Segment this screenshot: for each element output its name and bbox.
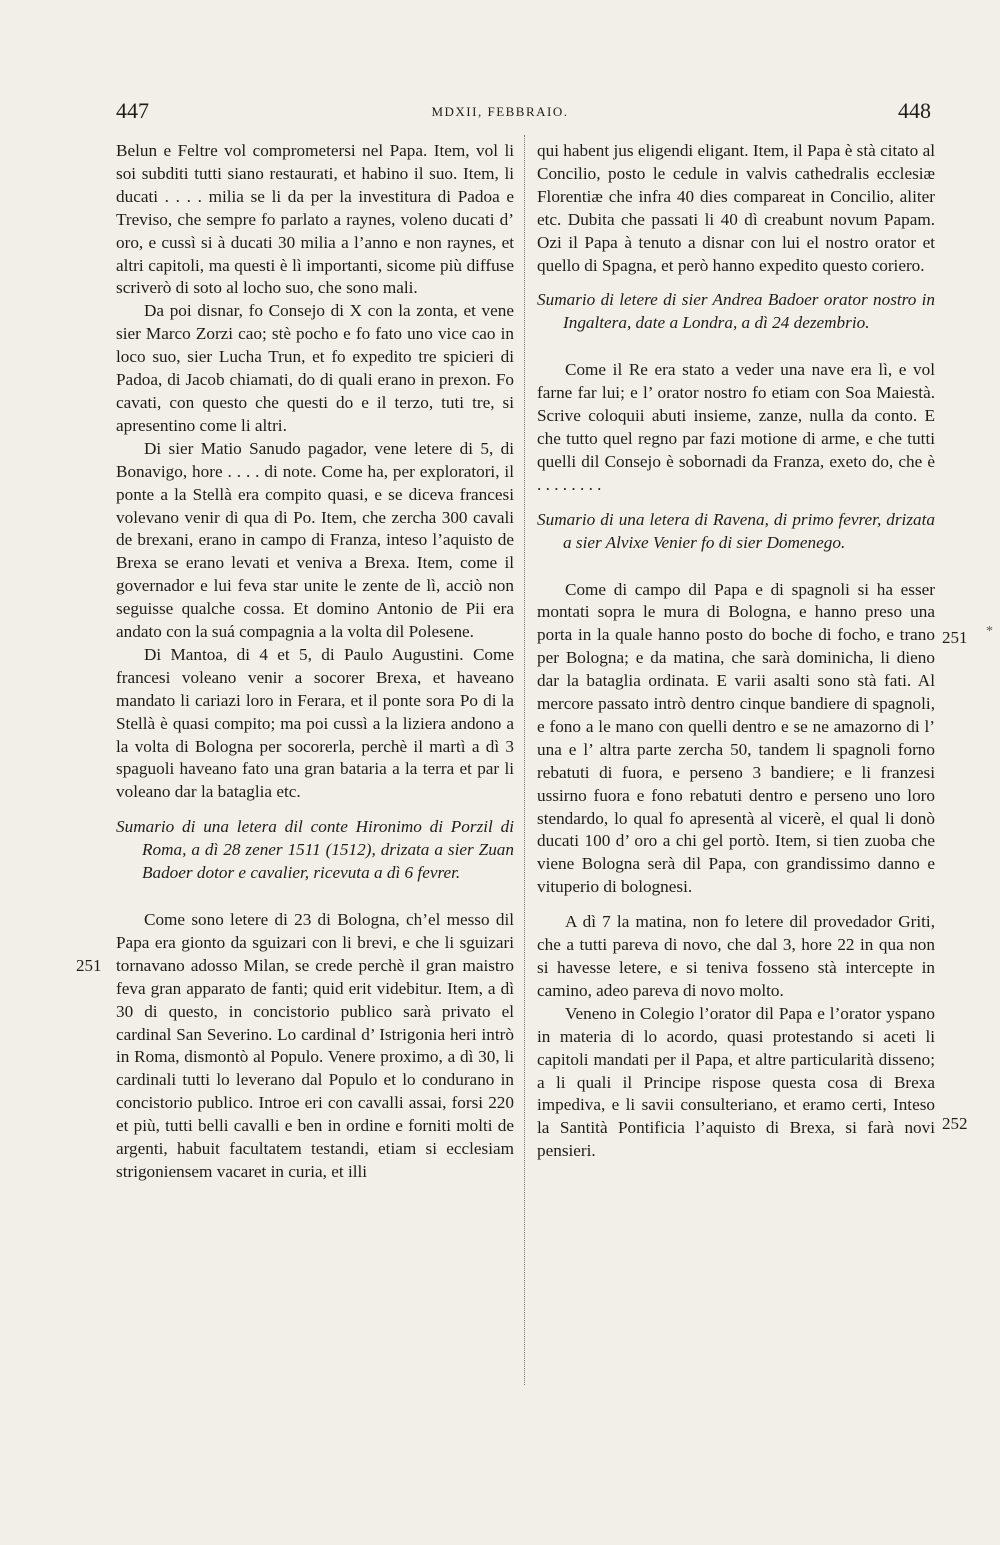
paragraph: Di Mantoa, di 4 et 5, di Paulo Augustini. Come francesi voleano venir a socorer Brexa, et haveano mandato li cariazi loro in Ferara, et il ponte sora Po di la Stellà è quasi compito; ma poi cussì a la liziera andono a la volta di Bologna per socorerla, perchè il martì a dì 3 spaguoli haveano fato una gran bataria a la terra et par li voleano dar la bataglia etc. — [116, 644, 514, 802]
margin-mark: * — [986, 624, 993, 639]
page-number-right: 448 — [898, 98, 931, 123]
page-number-left: 447 — [116, 98, 149, 123]
paragraph: Da poi disnar, fo Consejo di X con la zonta, et vene sier Marco Zorzi cao; stè pocho e fo fato uno vice cao in loco suo, sier Lucha Trun, et fo expedito tre spicieri di Padoa, di Jacob chiamati, do di quali erano in prexon. Fo cavati, con questo che questi do e il terzo, tuti tre, si apresentino come li altri. — [116, 301, 514, 435]
paragraph: Come sono letere di 23 di Bologna, ch’el messo dil Papa era gionto da sguizari con li brevi, e che li sguizari tornavano adosso Milan, se crede perchè il gran maistro feva gran apparato de fanti; quid erit videbitur. Item, a dì 30 di questo, in concistorio publico sarà privato el cardinal San Severino. Lo cardinal d’ Istrigonia heri intrò in Roma, dismontò al Populo. Venere proximo, a dì 30, li cardinali tutti lo leverano dal Populo et lo condurano in concistorio publico. Introe eri con cavalli assai, forsi 220 et più, tutti belli cavalli e ben in ordine e forniti molti de argenti, habuit facultatem testandi, etiam si ecclesiam strigoniensem vacaret in curia, et illi — [116, 910, 514, 1181]
section-heading: Sumario di una letera dil conte Hironimo di Porzil di Roma, a dì 28 zener 1511 (1512), drizata a sier Zuan Badoer dotor e cavalier, ricevuta a dì 6 fevrer. — [116, 817, 514, 883]
paragraph: Come il Re era stato a veder una nave era lì, e vol farne far lui; e l’ orator nostro fo etiam con Soa Maiestà. Scrive coloquii abuti insieme, zanze, nulla da conto. E che tutto quel regno par fazi motione di arme, e che tutti quelli dil Consejo è sobornadi da Franza, exeto do, che è . . . . . . . . — [537, 360, 935, 494]
paragraph: Di sier Matio Sanudo pagador, vene letere di 5, di Bonavigo, hore . . . . di note. Come ha, per exploratori, il ponte a la Stellà era compito quasi, e se diceva francesi volevano venir di qua di Po. Item, che zercha 300 cavali de brexani, erano in campo di Franza, inteso l’aquisto de Brexa se erano levati et veniva a Brexa. Item, come il governador e lui feva star unite le zente de lì, acciò non seguisse qualche cossa. Et domino Antonio de Pii era andato con la suá compagnia a la volta dil Polesene. — [116, 438, 514, 642]
margin-number-right: 251 — [942, 628, 968, 647]
running-title: MDXII, FEBBRAIO. — [431, 104, 569, 119]
paragraph: Veneno in Colegio l’orator dil Papa e l’orator yspano in materia di lo acordo, quasi protestando si aceti li capitoli mandati per il Papa, et altre particularità disseno; a li quali il Principe rispose questa cosa di Brexa impediva, e li savii consulteriano, et eramo certi, Inteso la Santità Pontificia l’aquisto di Brexa, si farà novi pensieri. — [537, 1003, 935, 1161]
section-heading: Sumario di letere di sier Andrea Badoer orator nostro in Ingaltera, date a Londra, a dì 24 dezembrio. — [537, 290, 935, 333]
margin-number-right: 252 — [942, 1114, 968, 1133]
paragraph: Come di campo dil Papa e di spagnoli si ha esser montati sopra le mura di Bologna, e hanno preso una porta in la quale hanno posto do boche di focho, e trano per Bologna; e da matina, che sarà dominicha, li dieno dar la bataglia ordinata. E varii asalti sono stà fati. Al mercore passato intrò dentro cinque bandiere di spagnoli, e fono a le mano con quelli dentro e se ne amazorno di l’ una e l’ altra parte zercha 50, tandem li spagnoli forno rebatuti di fuora, e perseno 3 bandiere; e li franzesi ussirno fuora e fono rebatuti dentro e perseno uno loro stendardo, lo qual fo apresentà al vicerè, el qual li donò ducati 100 d’ oro a chi gel portò. Item, si tien zuoba che viene Bologna serà dil Papa, con grandissimo danno e vituperio di bolognesi. — [537, 579, 935, 897]
paragraph: A dì 7 la matina, non fo letere dil provedador Griti, che a tutti pareva di novo, che dal 3, hore 22 in qua non si havesse letere, e si teniva fosseno stà intercepte in camino, adeo pareva di novo molto. — [537, 912, 935, 1000]
paragraph: Belun e Feltre vol comprometersi nel Papa. Item, vol li soi subditi tutti siano restaurati, et habino il suo. Item, li ducati . . . . milia se li da per la investitura di Padoa e Treviso, che sempre fo parlato a raynes, voleno ducati d’ oro, e cussì si à ducati 30 milia a l’anno e non raynes, et altri capitoli, ma questi è lì importanti, sicome più diffuse scriverò di soto al locho suo, che sono mali. — [116, 141, 514, 298]
left-column — [116, 140, 514, 1184]
column-divider — [524, 135, 526, 1385]
paragraph: qui habent jus eligendi eligant. Item, il Papa è stà citato al Concilio, posto le cedule in valvis cathedralis ecclesiæ Florentiæ che infra 40 dies compareat in Concilio, aliter etc. Dubita che passati li 40 dì creabunt novum Papam. Ozi il Papa à tenuto a disnar con lui el nostro orator et quello di Spagna, et però hanno expedito questo coriero. — [537, 141, 935, 275]
page-header — [0, 98, 1000, 132]
section-heading: Sumario di una letera di Ravena, di primo fevrer, drizata a sier Alvixe Venier fo di sier Domenego. — [537, 509, 935, 552]
right-column — [537, 140, 935, 1163]
margin-number-left: 251 — [76, 956, 102, 975]
